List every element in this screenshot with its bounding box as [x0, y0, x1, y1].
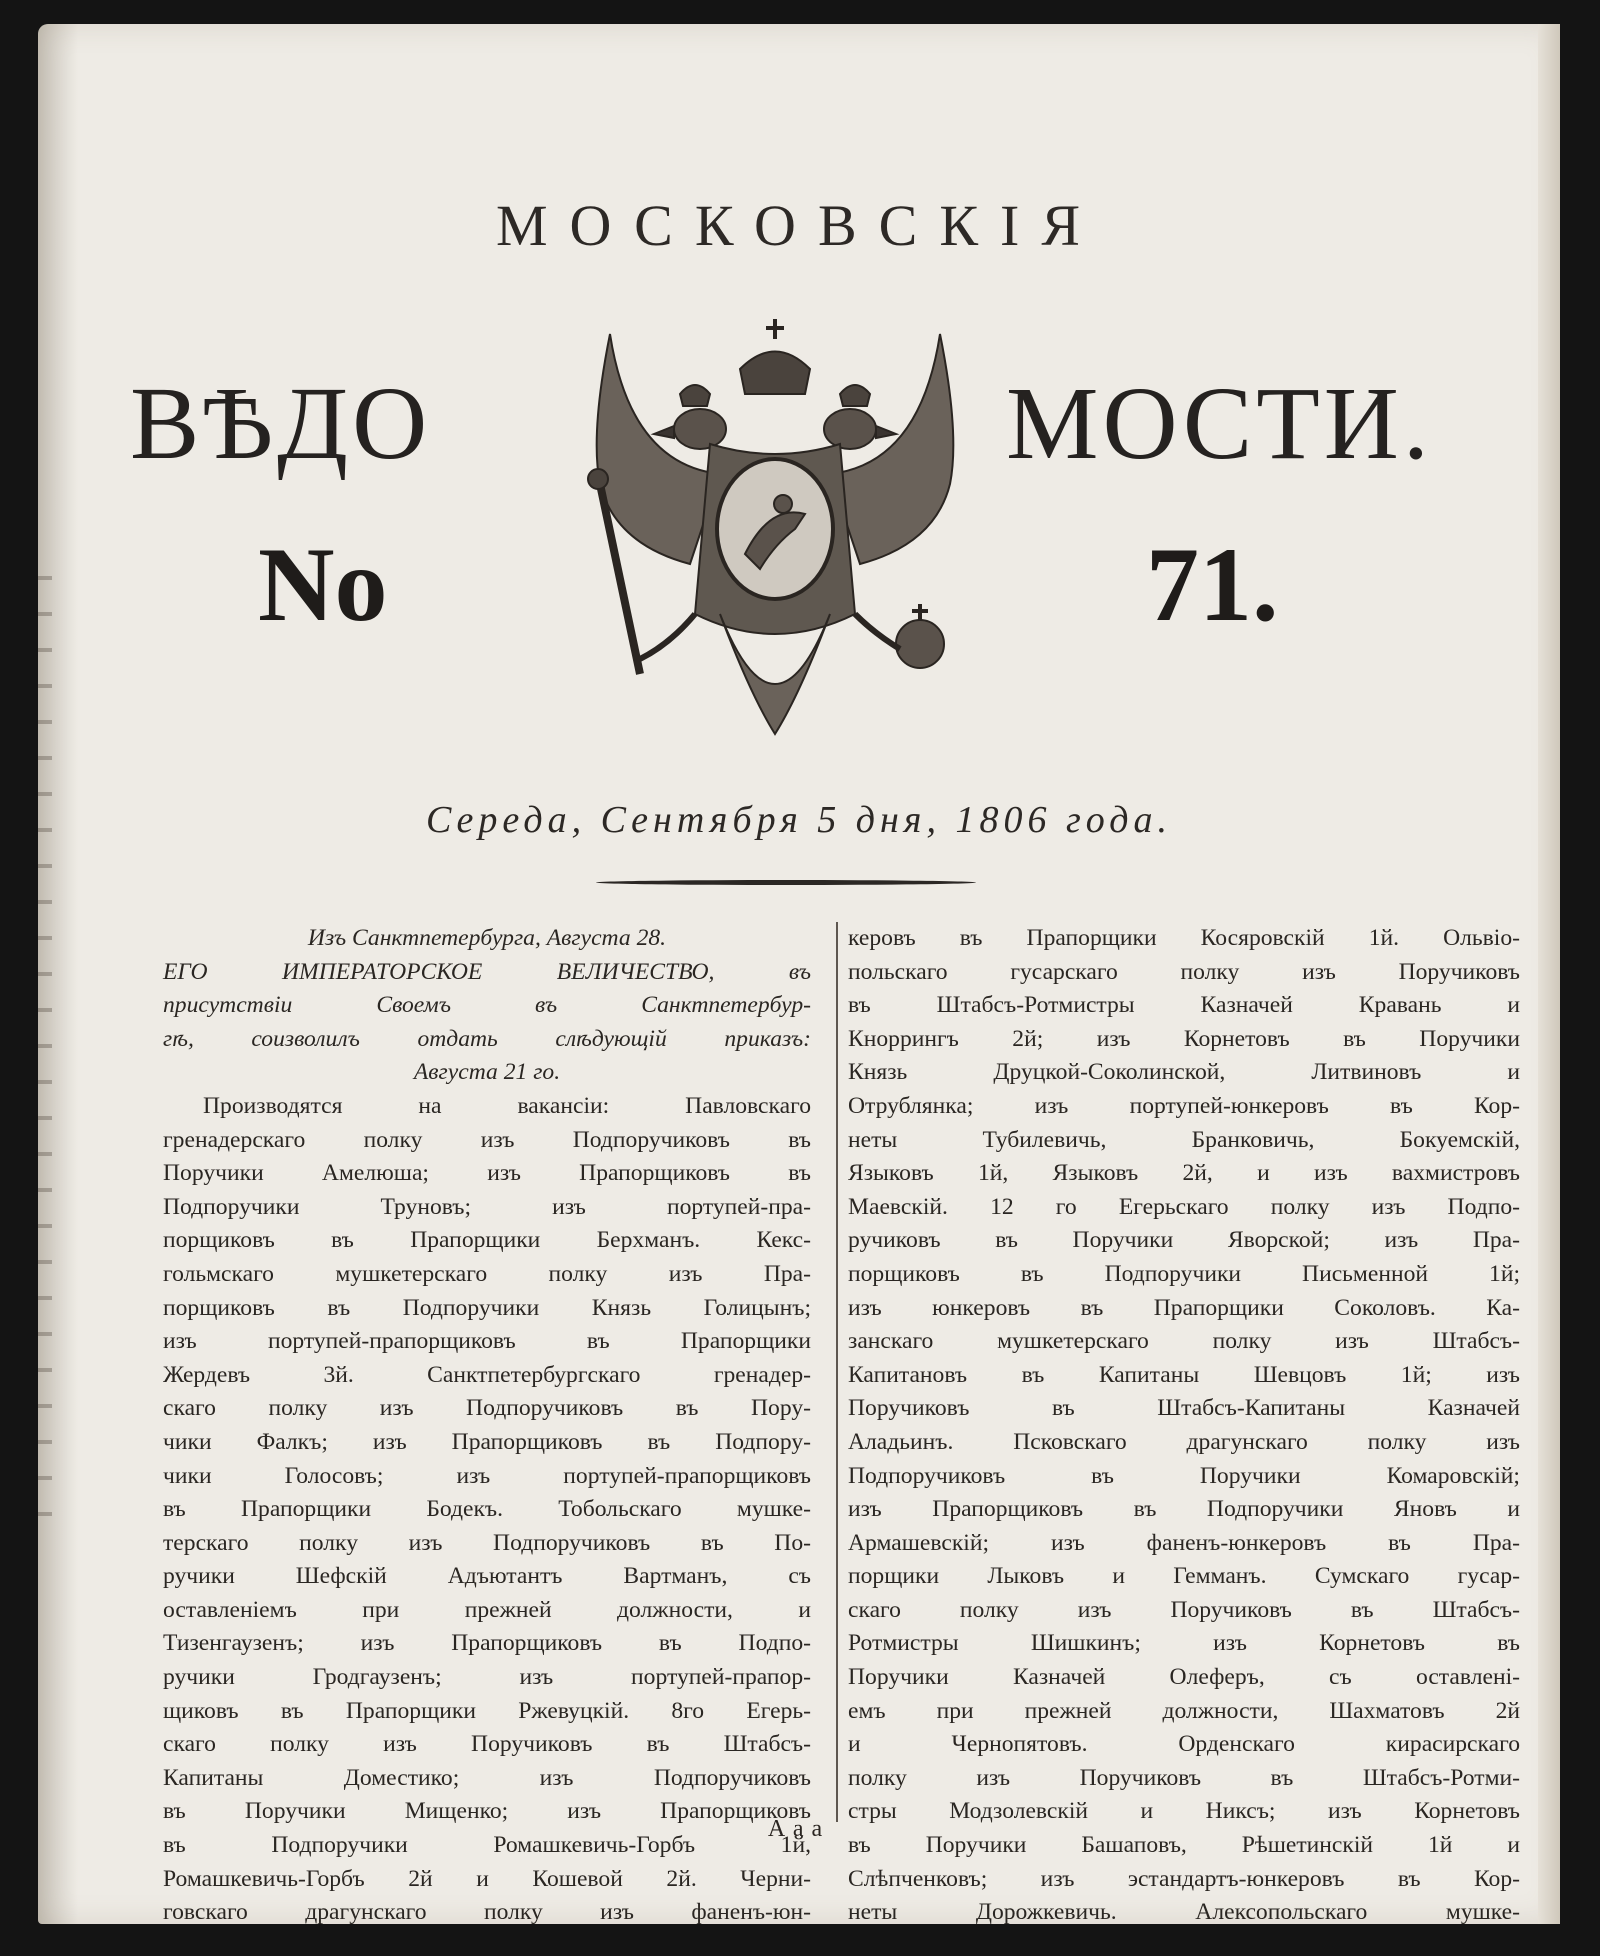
text-line: ручики Шефскій Адъютантъ Вартманъ, съ	[163, 1563, 811, 1590]
text-line: порщиковъ въ Подпоручики Письменной 1й;	[848, 1260, 1520, 1287]
text-line: Поручиковъ въ Штабсъ-Капитаны Казначей	[848, 1395, 1520, 1422]
binding-stitches	[38, 544, 52, 1544]
page-edge	[1538, 24, 1560, 1924]
text-line: Поручики Амелюша; изъ Прапорщиковъ въ	[163, 1160, 811, 1187]
text-line: скаго полку изъ Подпоручиковъ въ Пору-	[163, 1395, 811, 1422]
text-line: Подпоручиковъ въ Поручики Комаровскій;	[848, 1462, 1520, 1489]
text-line: въ Поручики Башаповъ, Рѣшетинскій 1й и	[848, 1832, 1520, 1859]
masthead-title-left: ВѢДО	[130, 366, 432, 481]
issue-number-label: No	[258, 526, 388, 643]
text-line: Ромашкевичь-Горбъ 2й и Кошевой 2й. Черни-	[163, 1865, 811, 1892]
text-line: Армашевскій; изъ фаненъ-юнкеровъ въ Пра-	[848, 1529, 1520, 1556]
text-line: чики Голосовъ; изъ портупей-прапорщиковъ	[163, 1462, 811, 1489]
text-line: Капитановъ въ Капитаны Шевцовъ 1й; изъ	[848, 1361, 1520, 1388]
text-line: занскаго мушкетерскаго полку изъ Штабсъ-	[848, 1328, 1520, 1355]
text-line: Поручики Казначей Олеферъ, съ оставлені-	[848, 1664, 1520, 1691]
text-line: Языковъ 1й, Языковъ 2й, и изъ вахмистровъ	[848, 1160, 1520, 1187]
text-line: присутствіи Своемъ въ Санктпетербур-	[163, 992, 811, 1019]
text-line: керовъ въ Прапорщики Косяровскій 1й. Ольвіо-	[848, 925, 1520, 951]
text-line: гренадерскаго полку изъ Подпоручиковъ въ	[163, 1126, 811, 1153]
text-line: въ Штабсъ-Ротмистры Казначей Кравань и	[848, 992, 1520, 1019]
double-headed-eagle-emblem	[570, 314, 980, 754]
article-heading: Изъ Санктпетербурга, Августа 28.	[307, 925, 667, 951]
text-line: порщики Лыковъ и Гемманъ. Сумскаго гусар-	[848, 1563, 1520, 1590]
text-line: ручики Гродгаузенъ; изъ портупей-прапор-	[163, 1664, 811, 1691]
decorative-rule	[596, 880, 976, 885]
text-line: Подпоручики Труновъ; изъ портупей-пра-	[163, 1193, 811, 1220]
masthead-title-right: МОСТИ.	[1006, 366, 1433, 481]
issue-dateline: Середа, Сентября 5 дня, 1806 года.	[425, 799, 1173, 841]
issue-number-value: 71.	[1146, 526, 1279, 643]
text-line: Производятся на вакансіи: Павловскаго	[203, 1092, 811, 1119]
article-column-left	[163, 922, 811, 1930]
text-line: въ Прапорщики Бодекъ. Тобольскаго мушке-	[163, 1496, 811, 1523]
text-line: Аладьинъ. Псковскаго драгунскаго полку изъ	[848, 1428, 1520, 1455]
newspaper-page	[38, 24, 1560, 1924]
text-line: ЕГО ИМПЕРАТОРСКОЕ ВЕЛИЧЕСТВО, въ	[163, 958, 811, 985]
text-line: полку изъ Поручиковъ въ Штабсъ-Ротми-	[848, 1764, 1520, 1791]
text-line: неты Дорожкевичь. Алексопольскаго мушке-	[848, 1899, 1520, 1926]
text-line: терскаго полку изъ Подпоручиковъ въ По-	[163, 1529, 811, 1556]
text-line: Жердевъ 3й. Санктпетербургскаго гренадер-	[163, 1361, 811, 1388]
text-line: Августа 21 го.	[413, 1059, 561, 1086]
text-line: Слѣпченковъ; изъ эстандартъ-юнкеровъ въ Кор-	[848, 1865, 1520, 1892]
article-column-right	[836, 922, 1520, 1926]
text-line: въ Поручики Мищенко; изъ Прапорщиковъ	[163, 1798, 811, 1825]
text-line: Князь Друцкой-Соколинской, Литвиновъ и	[848, 1059, 1520, 1086]
text-line: стры Модзолевскій и Никсъ; изъ Корнетовъ	[848, 1798, 1520, 1825]
text-line: скаго полку изъ Поручиковъ въ Штабсъ-	[848, 1596, 1520, 1623]
text-line: чики Фалкъ; изъ Прапорщиковъ въ Подпору-	[163, 1428, 811, 1455]
text-line: неты Тубилевичь, Бранковичь, Бокуемскій,	[848, 1126, 1520, 1153]
text-line: въ Подпоручики Ромашкевичь-Горбъ 1й,	[163, 1832, 811, 1859]
text-line: емъ при прежней должности, Шахматовъ 2й	[848, 1697, 1520, 1724]
text-line: изъ юнкеровъ въ Прапорщики Соколовъ. Ка-	[848, 1294, 1520, 1321]
text-line: ручиковъ въ Поручики Яворской; изъ Пра-	[848, 1227, 1520, 1254]
masthead-title-top: МОСКОВСКІЯ	[495, 193, 1103, 258]
text-line: оставленіемъ при прежней должности, и	[163, 1596, 811, 1623]
text-line: изъ Прапорщиковъ въ Подпоручики Яновъ и	[848, 1496, 1520, 1523]
text-line: Тизенгаузенъ; изъ Прапорщиковъ въ Подпо-	[163, 1630, 811, 1657]
text-line: Кноррингъ 2й; изъ Корнетовъ въ Поручики	[848, 1025, 1520, 1052]
text-line: щиковъ въ Прапорщики Ржевуцкій. 8го Егерь-	[163, 1697, 811, 1724]
text-line: порщиковъ въ Прапорщики Берхманъ. Кекс-	[163, 1227, 811, 1254]
text-line: гольмскаго мушкетерскаго полку изъ Пра-	[163, 1260, 811, 1287]
text-line: польскаго гусарскаго полку изъ Поручиковъ	[848, 958, 1520, 985]
text-line: изъ портупей-прапорщиковъ въ Прапорщики	[163, 1328, 811, 1355]
text-line: порщиковъ въ Подпоручики Князь Голицынъ;	[163, 1294, 811, 1321]
text-line: и Чернопятовъ. Орденскаго кирасирскаго	[848, 1731, 1520, 1758]
text-line: говскаго драгунскаго полку изъ фаненъ-юн-	[163, 1899, 811, 1926]
text-line: гѣ, соизволилъ отдать слѣдующій приказъ:	[163, 1025, 811, 1052]
signature-mark: Ааа	[767, 1816, 831, 1842]
text-line: скаго полку изъ Поручиковъ въ Штабсъ-	[163, 1731, 811, 1758]
text-line: Маевскій. 12 го Егерьскаго полку изъ Подпо-	[848, 1193, 1520, 1220]
text-line: Капитаны Доместико; изъ Подпоручиковъ	[163, 1764, 811, 1791]
text-line: Ротмистры Шишкинъ; изъ Корнетовъ въ	[848, 1630, 1520, 1657]
text-line: Отрублянка; изъ портупей-юнкеровъ въ Кор-	[848, 1092, 1520, 1119]
